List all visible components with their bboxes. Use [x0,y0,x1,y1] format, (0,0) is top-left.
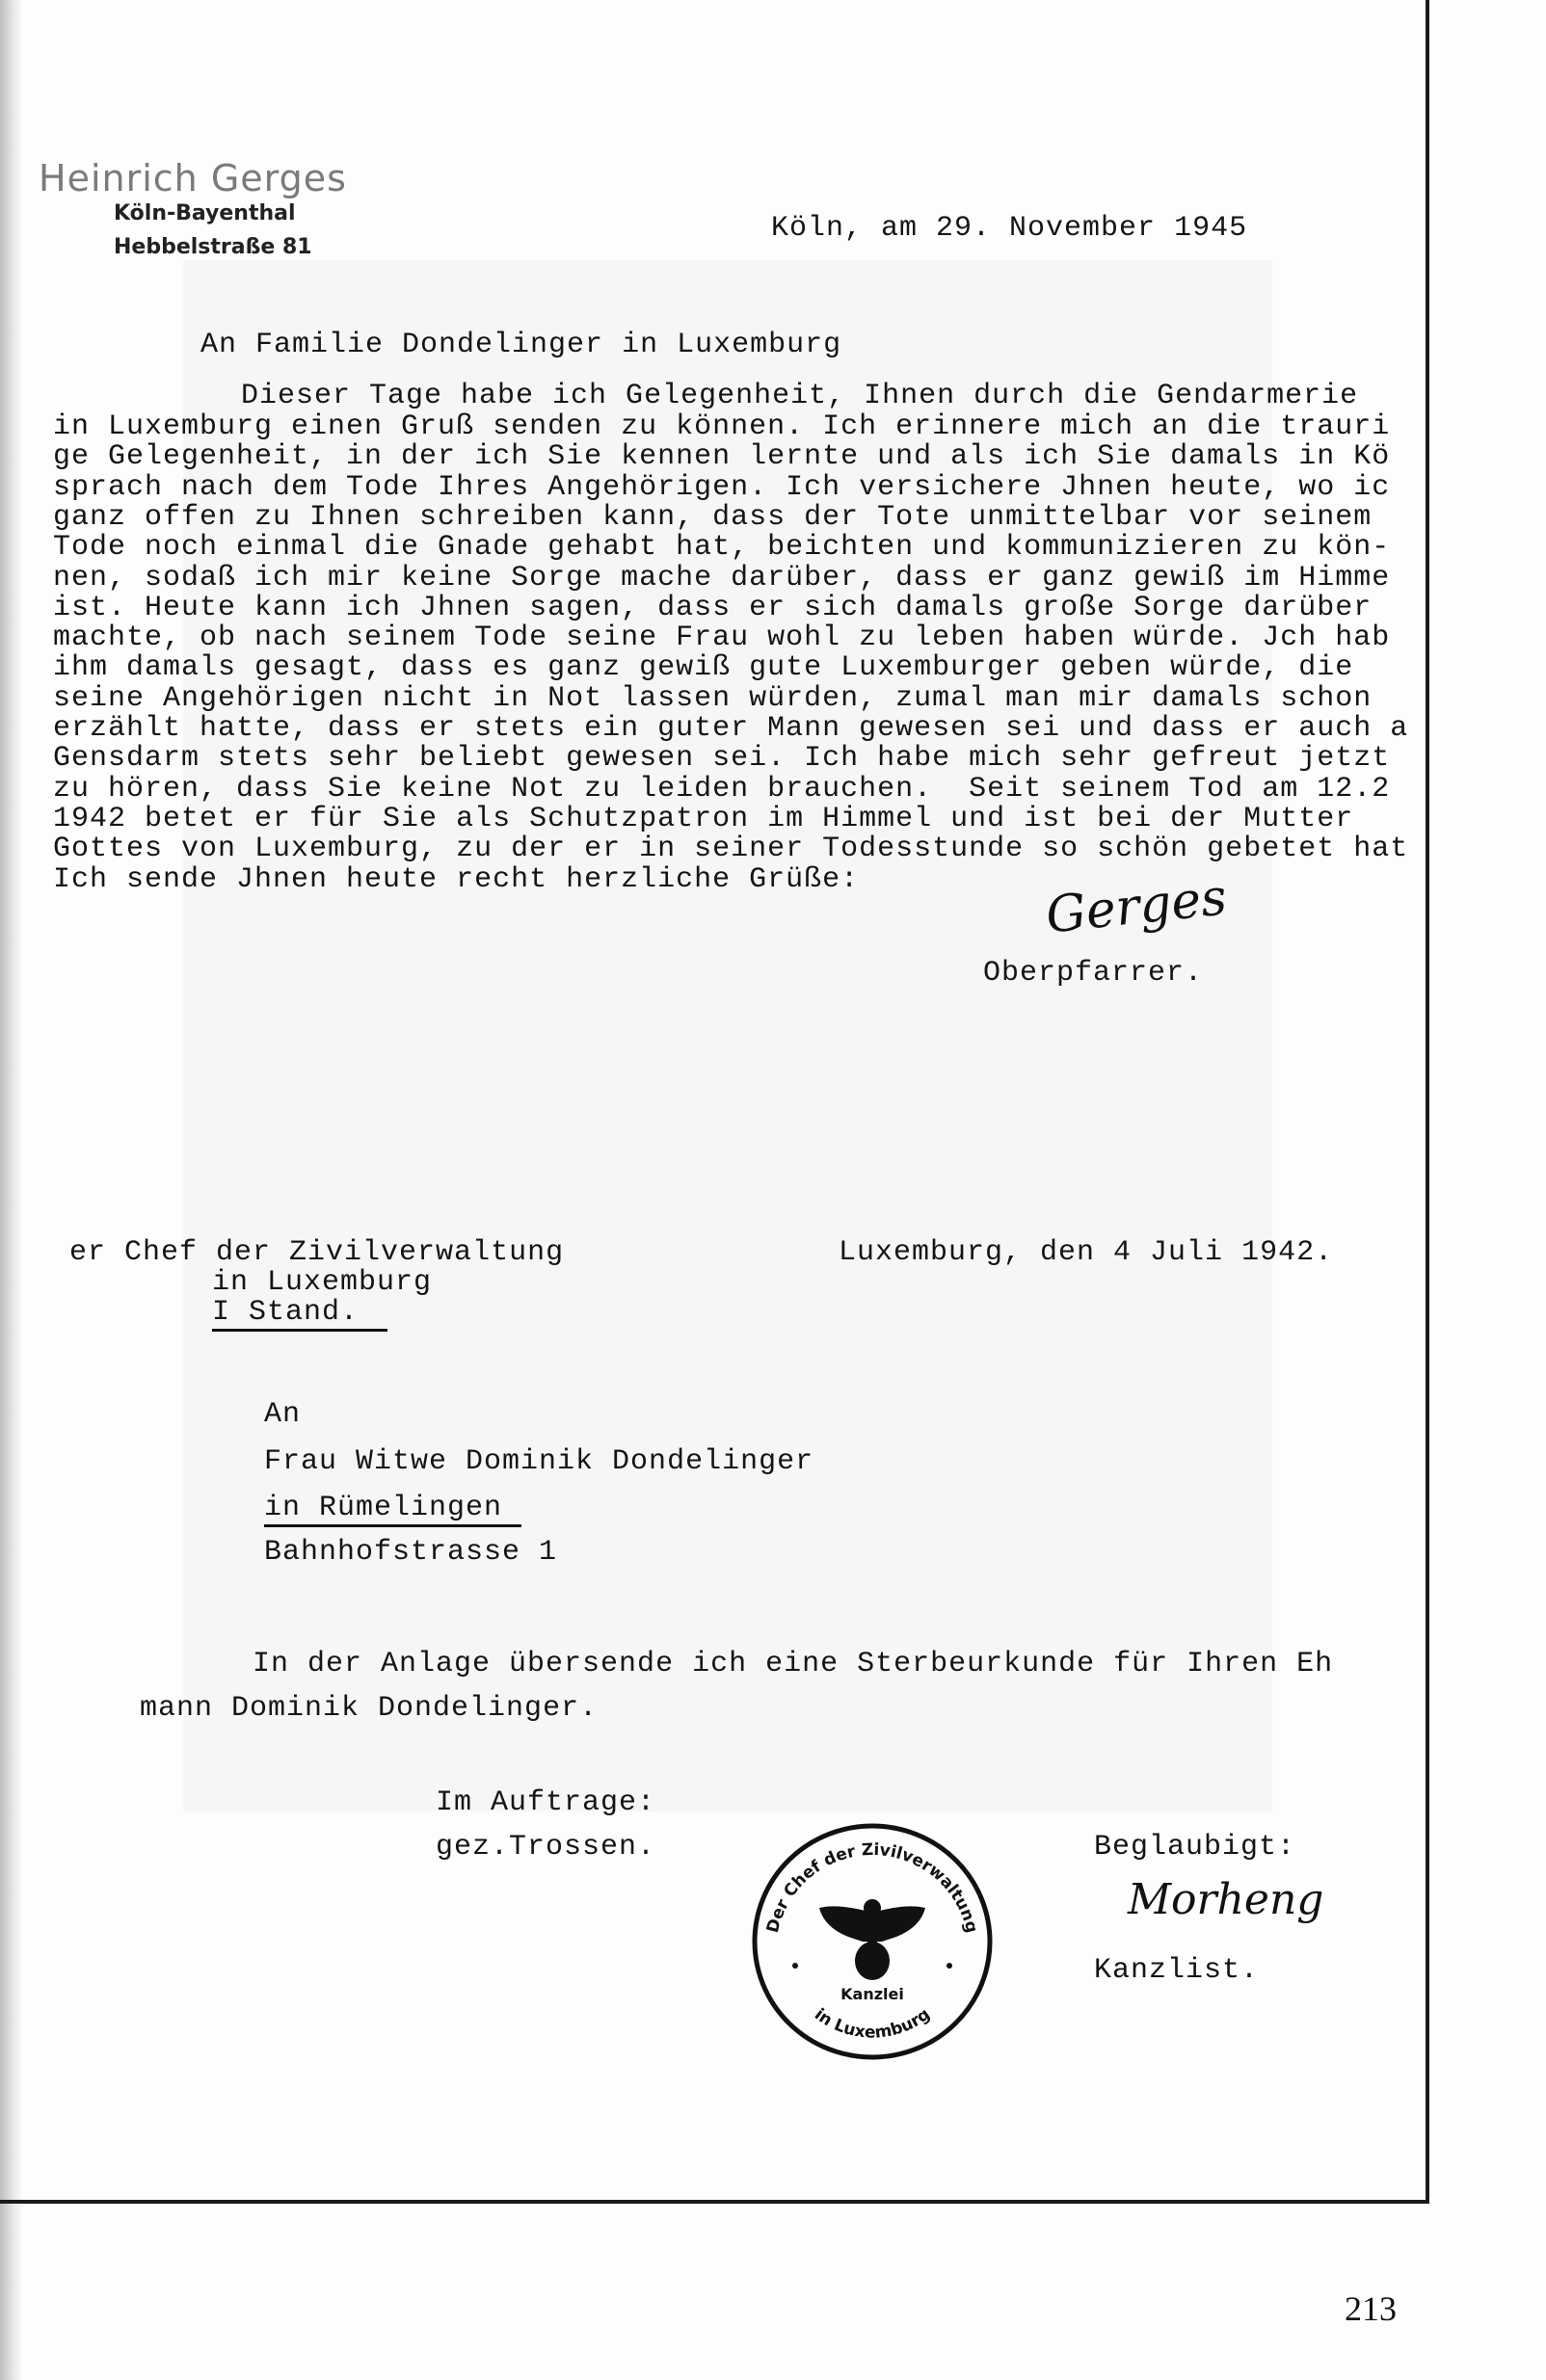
by-order-label: Im Auftrage: [436,1786,656,1819]
body-line: in Luxemburg einen Gruß senden zu können. Ich erinnere mich an die trauri [53,410,1391,443]
body-line: ist. Heute kann ich Jhnen sagen, dass er sich damals große Sorge darüber [53,591,1373,624]
recipient-name: Frau Witwe Dominik Dondelinger [264,1445,814,1478]
letter1-title: Oberpfarrer. [983,957,1204,990]
letter2-body-line1: In der Anlage übersende ich eine Sterbeurkunde für Ihren Eh [253,1648,1334,1680]
body-line: ganz offen zu Ihnen schreiben kann, dass der Tote unmittelbar vor seinem [53,500,1373,534]
letter1-date: Köln, am 29. November 1945 [771,212,1248,245]
page-number: 213 [1345,2289,1397,2328]
stamp-bottom-text: in Luxemburg [811,2004,934,2043]
signed-trossen: gez.Trossen. [436,1831,656,1864]
body-line: machte, ob nach seinem Tode seine Frau wohl zu leben haben würde. Jch hab [53,621,1391,655]
letter2-sender-line3: I Stand. [212,1298,387,1332]
sender-street: Hebbelstraße 81 [114,235,312,259]
body-line: Gensdarm stets sehr beliebt gewesen sei. Ich habe mich sehr gefreut jetzt [53,742,1391,776]
book-gutter-shadow [0,0,21,2380]
letter2-date: Luxemburg, den 4 Juli 1942. [839,1236,1334,1269]
sender-place: Köln-Bayenthal [114,201,296,225]
letter1-addressee: An Familie Dondelinger in Luxemburg [200,329,842,361]
letter2-sender-line2: in Luxemburg [212,1266,433,1299]
body-line: nen, sodaß ich mir keine Sorge mache darüber, dass er ganz gewiß im Himme [53,561,1391,595]
recipient-place: in Rümelingen [264,1494,521,1527]
body-line: 1942 betet er für Sie als Schutzpatron im Himmel und ist bei der Mutter [53,802,1354,835]
body-line: ge Gelegenheit, in der ich Sie kennen lernte und als ich Sie damals in Kö [53,440,1391,474]
body-line: zu hören, dass Sie keine Not zu leiden brauchen. Seit seinem Tod am 12.2 [53,772,1391,806]
letter2-to: An [264,1398,302,1431]
body-line: Dieser Tage habe ich Gelegenheit, Ihnen durch die Gendarmerie [241,380,1359,412]
page-frame-right [1426,0,1429,2203]
body-line: seine Angehörigen nicht in Not lassen würden, zumal man mir damals schon [53,681,1373,715]
certifier-title: Kanzlist. [1094,1954,1260,1987]
eagle-emblem-icon [819,1899,925,1980]
letterhead-name: Heinrich Gerges [39,157,347,199]
letter2-sender-line1: er Chef der Zivilverwaltung [69,1236,565,1269]
body-line: sprach nach dem Tode Ihres Angehörigen. Ich versichere Jhnen heute, wo ic [53,470,1391,504]
body-line: Tode noch einmal die Gnade gehabt hat, beichten und kommunizieren zu kön- [53,531,1391,565]
body-line: Ich sende Jhnen heute recht herzliche Grüße: [53,862,860,896]
stamp-top-text: Der Chef der Zivilverwaltung [762,1839,982,1936]
body-line: erzählt hatte, dass er stets ein guter Mann gewesen sei und dass er auch a [53,712,1409,745]
signature-certifier: Morheng [1128,1875,1324,1924]
body-line: Gottes von Luxemburg, zu der er in seiner Todesstunde so schön gebetet hat [53,833,1409,866]
certified-label: Beglaubigt: [1094,1831,1296,1864]
official-stamp [742,1816,1002,2067]
recipient-street: Bahnhofstrasse 1 [264,1536,558,1569]
page-frame-bottom [0,2200,1429,2204]
body-line: ihm damals gesagt, dass es ganz gewiß gute Luxemburger geben würde, die [53,651,1354,685]
signature-gerges: Gerges [1043,868,1230,945]
stamp-center-text: Kanzlei [840,1985,904,2003]
letter2-body-line2: mann Dominik Dondelinger. [140,1692,599,1725]
